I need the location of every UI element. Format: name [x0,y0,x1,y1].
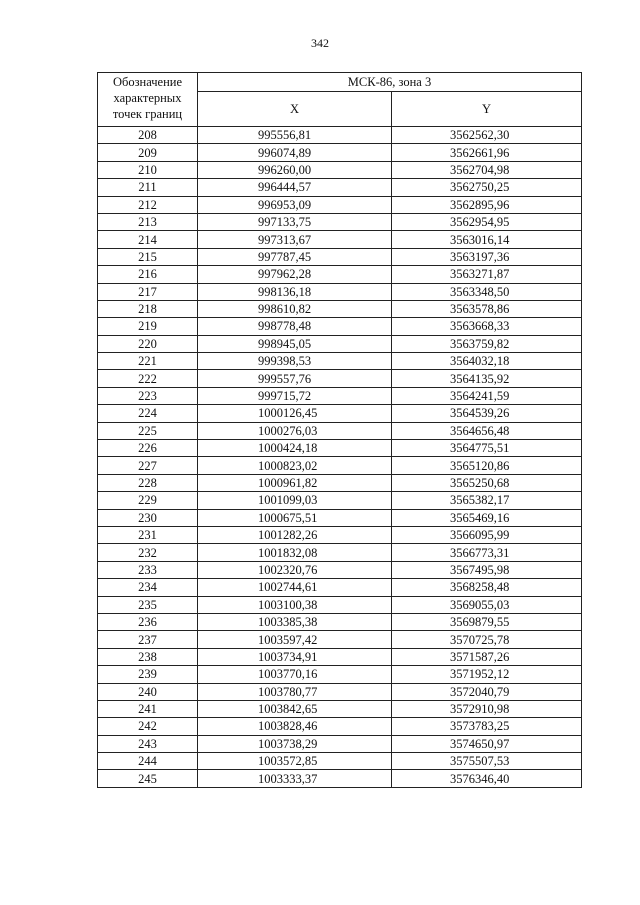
x-coordinate-cell: 1002744,61 [198,579,392,596]
point-number-cell: 214 [98,231,198,248]
y-coordinate-cell: 3574650,97 [392,735,582,752]
table-row [98,127,582,144]
table-row [98,196,582,213]
y-coordinate-cell: 3576346,40 [392,770,582,787]
point-number-cell: 216 [98,266,198,283]
x-coordinate-cell: 1003572,85 [198,753,392,770]
point-number-cell: 210 [98,161,198,178]
y-coordinate-cell: 3565120,86 [392,457,582,474]
x-coordinate-cell: 1000276,03 [198,422,392,439]
x-coordinate-cell: 997133,75 [198,213,392,230]
table-row [98,492,582,509]
y-coordinate-cell: 3573783,25 [392,718,582,735]
y-coordinate-cell: 3564241,59 [392,387,582,404]
x-coordinate-cell: 1003780,77 [198,683,392,700]
y-coordinate-cell: 3566773,31 [392,544,582,561]
table-row [98,596,582,613]
point-number-cell: 223 [98,387,198,404]
x-coordinate-cell: 995556,81 [198,127,392,144]
y-coordinate-cell: 3562562,30 [392,127,582,144]
x-coordinate-cell: 1003842,65 [198,700,392,717]
point-number-cell: 222 [98,370,198,387]
x-coordinate-cell: 996444,57 [198,179,392,196]
y-coordinate-cell: 3565250,68 [392,474,582,491]
x-coordinate-cell: 998778,48 [198,318,392,335]
point-number-cell: 242 [98,718,198,735]
x-coordinate-cell: 998610,82 [198,300,392,317]
y-coordinate-cell: 3567495,98 [392,561,582,578]
table-row [98,509,582,526]
x-coordinate-cell: 996953,09 [198,196,392,213]
point-number-cell: 232 [98,544,198,561]
table-row [98,161,582,178]
point-number-cell: 245 [98,770,198,787]
table-row [98,544,582,561]
table-row [98,422,582,439]
table-row [98,718,582,735]
table-row [98,770,582,787]
y-coordinate-cell: 3563668,33 [392,318,582,335]
x-coordinate-cell: 997313,67 [198,231,392,248]
header-y: Y [392,92,582,127]
point-number-cell: 228 [98,474,198,491]
table-row [98,248,582,265]
x-coordinate-cell: 1003738,29 [198,735,392,752]
page-number: 342 [311,36,329,50]
x-coordinate-cell: 1001282,26 [198,526,392,543]
y-coordinate-cell: 3564032,18 [392,353,582,370]
y-coordinate-cell: 3564775,51 [392,440,582,457]
y-coordinate-cell: 3575507,53 [392,753,582,770]
y-coordinate-cell: 3562704,98 [392,161,582,178]
header-point-designation: Обозначение характерных точек границ [98,73,198,127]
table-row [98,700,582,717]
table-row [98,213,582,230]
table-row [98,648,582,665]
table-row [98,613,582,630]
table-row [98,753,582,770]
x-coordinate-cell: 996260,00 [198,161,392,178]
x-coordinate-cell: 997962,28 [198,266,392,283]
y-coordinate-cell: 3566095,99 [392,526,582,543]
x-coordinate-cell: 1003100,38 [198,596,392,613]
x-coordinate-cell: 1000961,82 [198,474,392,491]
y-coordinate-cell: 3562661,96 [392,144,582,161]
point-number-cell: 217 [98,283,198,300]
x-coordinate-cell: 998945,05 [198,335,392,352]
point-number-cell: 233 [98,561,198,578]
y-coordinate-cell: 3565382,17 [392,492,582,509]
y-coordinate-cell: 3563016,14 [392,231,582,248]
point-number-cell: 240 [98,683,198,700]
point-number-cell: 238 [98,648,198,665]
x-coordinate-cell: 1000424,18 [198,440,392,457]
point-number-cell: 235 [98,596,198,613]
y-coordinate-cell: 3571952,12 [392,666,582,683]
table-row [98,526,582,543]
y-coordinate-cell: 3568258,48 [392,579,582,596]
y-coordinate-cell: 3562750,25 [392,179,582,196]
table-row [98,440,582,457]
point-number-cell: 212 [98,196,198,213]
point-number-cell: 221 [98,353,198,370]
table-row [98,631,582,648]
header-coordinate-system: МСК-86, зона 3 [198,73,582,92]
y-coordinate-cell: 3564135,92 [392,370,582,387]
y-coordinate-cell: 3571587,26 [392,648,582,665]
point-number-cell: 218 [98,300,198,317]
point-number-cell: 226 [98,440,198,457]
table-row [98,666,582,683]
x-coordinate-cell: 997787,45 [198,248,392,265]
y-coordinate-cell: 3569055,03 [392,596,582,613]
point-number-cell: 237 [98,631,198,648]
x-coordinate-cell: 999715,72 [198,387,392,404]
point-number-cell: 229 [98,492,198,509]
point-number-cell: 236 [98,613,198,630]
x-coordinate-cell: 1003734,91 [198,648,392,665]
y-coordinate-cell: 3563197,36 [392,248,582,265]
point-number-cell: 220 [98,335,198,352]
y-coordinate-cell: 3562895,96 [392,196,582,213]
x-coordinate-cell: 996074,89 [198,144,392,161]
point-number-cell: 231 [98,526,198,543]
x-coordinate-cell: 1001099,03 [198,492,392,509]
table-row [98,561,582,578]
x-coordinate-cell: 1002320,76 [198,561,392,578]
point-number-cell: 243 [98,735,198,752]
table-row [98,335,582,352]
point-number-cell: 208 [98,127,198,144]
y-coordinate-cell: 3572910,98 [392,700,582,717]
coordinates-table [97,72,582,788]
y-coordinate-cell: 3563271,87 [392,266,582,283]
y-coordinate-cell: 3563578,86 [392,300,582,317]
table-row [98,353,582,370]
x-coordinate-cell: 1000126,45 [198,405,392,422]
table-row [98,474,582,491]
table-row [98,405,582,422]
y-coordinate-cell: 3562954,95 [392,213,582,230]
point-number-cell: 230 [98,509,198,526]
table-row [98,387,582,404]
point-number-cell: 241 [98,700,198,717]
x-coordinate-cell: 998136,18 [198,283,392,300]
x-coordinate-cell: 1000823,02 [198,457,392,474]
table-row [98,735,582,752]
point-number-cell: 213 [98,213,198,230]
table-row [98,179,582,196]
y-coordinate-cell: 3572040,79 [392,683,582,700]
table-row [98,283,582,300]
y-coordinate-cell: 3563759,82 [392,335,582,352]
y-coordinate-cell: 3563348,50 [392,283,582,300]
x-coordinate-cell: 1000675,51 [198,509,392,526]
table-body [98,127,582,788]
point-number-cell: 234 [98,579,198,596]
y-coordinate-cell: 3564656,48 [392,422,582,439]
table-row [98,370,582,387]
y-coordinate-cell: 3565469,16 [392,509,582,526]
x-coordinate-cell: 999557,76 [198,370,392,387]
table-row [98,144,582,161]
x-coordinate-cell: 1001832,08 [198,544,392,561]
x-coordinate-cell: 1003828,46 [198,718,392,735]
point-number-cell: 224 [98,405,198,422]
y-coordinate-cell: 3564539,26 [392,405,582,422]
x-coordinate-cell: 1003597,42 [198,631,392,648]
point-number-cell: 239 [98,666,198,683]
table-row [98,318,582,335]
point-number-cell: 227 [98,457,198,474]
table-row [98,579,582,596]
table-row [98,300,582,317]
point-number-cell: 244 [98,753,198,770]
point-number-cell: 211 [98,179,198,196]
y-coordinate-cell: 3570725,78 [392,631,582,648]
x-coordinate-cell: 1003385,38 [198,613,392,630]
table-row [98,457,582,474]
table-row [98,683,582,700]
x-coordinate-cell: 1003333,37 [198,770,392,787]
table-row [98,266,582,283]
point-number-cell: 225 [98,422,198,439]
header-x: X [198,92,392,127]
point-number-cell: 209 [98,144,198,161]
point-number-cell: 219 [98,318,198,335]
x-coordinate-cell: 1003770,16 [198,666,392,683]
x-coordinate-cell: 999398,53 [198,353,392,370]
point-number-cell: 215 [98,248,198,265]
table-row [98,231,582,248]
y-coordinate-cell: 3569879,55 [392,613,582,630]
